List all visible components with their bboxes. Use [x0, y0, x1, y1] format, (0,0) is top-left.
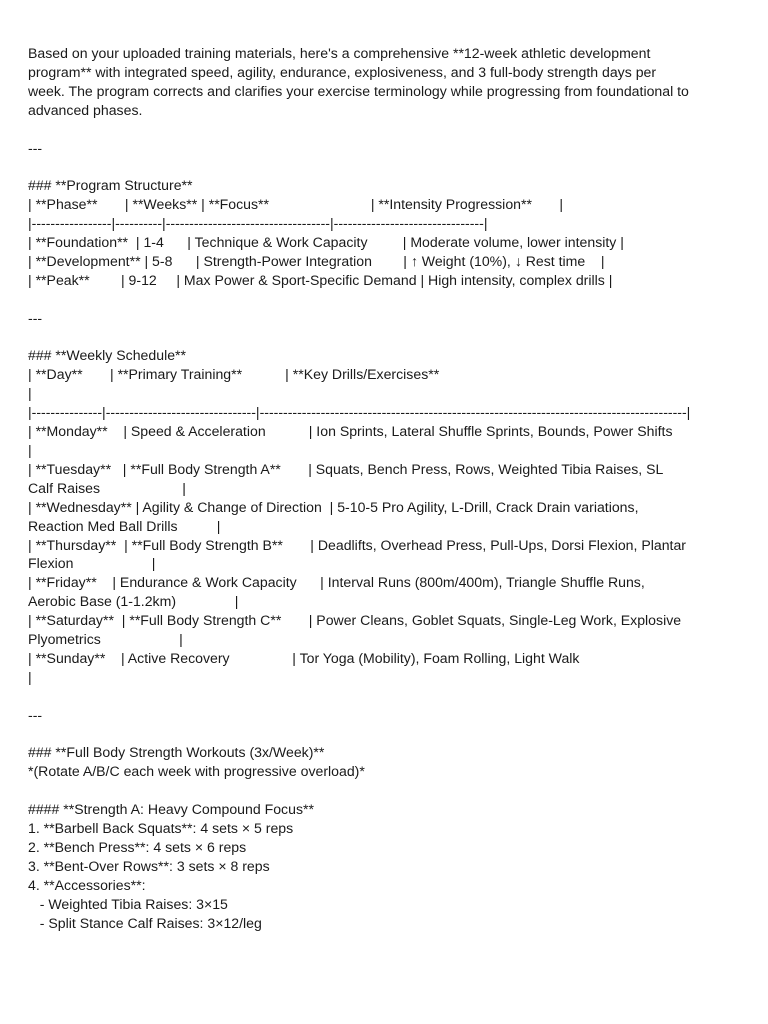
schedule-row-sunday: | **Sunday** | Active Recovery | Tor Yoga (Mobility), Foam Rolling, Light Walk: [28, 649, 580, 666]
schedule-row-sunday-cont: |: [28, 668, 32, 685]
weekly-schedule-section: [28, 346, 743, 686]
program-structure-section: [28, 176, 743, 289]
schedule-row-monday: | **Monday** | Speed & Acceleration | Ion Sprints, Lateral Shuffle Sprints, Bounds, Power Shifts: [28, 423, 673, 440]
intro-line: advanced phases.: [28, 101, 143, 118]
document-body: [28, 44, 743, 932]
divider: ---: [28, 706, 43, 723]
schedule-row-tuesday: | **Tuesday** | **Full Body Strength A** | Squats, Bench Press, Rows, Weighted Tibia Raises, SL: [28, 460, 664, 477]
list-subitem: - Split Stance Calf Raises: 3×12/leg: [28, 914, 262, 931]
strength-workouts-section: [28, 743, 743, 932]
list-item: 4. **Accessories**:: [28, 876, 146, 893]
schedule-row-friday: | **Friday** | Endurance & Work Capacity | Interval Runs (800m/400m), Triangle Shuffle Runs,: [28, 574, 645, 591]
table-row: | **Development** | 5-8 | Strength-Power Integration | ↑ Weight (10%), ↓ Rest time |: [28, 252, 605, 269]
schedule-row-thursday: | **Thursday** | **Full Body Strength B** | Deadlifts, Overhead Press, Pull-Ups, Dorsi Flexion, Plantar: [28, 536, 687, 553]
intro-line: week. The program corrects and clarifies your exercise terminology while progressing from foundational to: [28, 82, 689, 99]
table-separator-row: |---------------|--------------------------------|-------------------------------------------------------------------------------------------|: [28, 404, 691, 421]
table-separator-row: |-----------------|----------|-----------------------------------|--------------------------------|: [28, 215, 488, 232]
intro-paragraph: [28, 44, 743, 120]
table-row: | **Peak** | 9-12 | Max Power & Sport-Specific Demand | High intensity, complex drills |: [28, 271, 613, 288]
schedule-row-saturday: | **Saturday** | **Full Body Strength C** | Power Cleans, Goblet Squats, Single-Leg Work, Explosive: [28, 612, 682, 629]
intro-line: program** with integrated speed, agility, endurance, explosiveness, and 3 full-body strength days per: [28, 63, 657, 80]
subsection-heading: #### **Strength A: Heavy Compound Focus**: [28, 801, 314, 818]
schedule-row-saturday-cont: Plyometrics |: [28, 631, 183, 648]
section-note: *(Rotate A/B/C each week with progressive overload)*: [28, 763, 365, 780]
schedule-row-wednesday-cont: Reaction Med Ball Drills |: [28, 517, 221, 534]
schedule-row-monday-cont: |: [28, 441, 32, 458]
divider: ---: [28, 139, 43, 156]
list-item: 3. **Bent-Over Rows**: 3 sets × 8 reps: [28, 857, 270, 874]
table-row: | **Foundation** | 1-4 | Technique & Work Capacity | Moderate volume, lower intensity |: [28, 234, 624, 251]
list-item: 1. **Barbell Back Squats**: 4 sets × 5 reps: [28, 820, 294, 837]
section-heading: ### **Full Body Strength Workouts (3x/Week)**: [28, 744, 325, 761]
section-heading: ### **Program Structure**: [28, 177, 193, 194]
divider: ---: [28, 309, 43, 326]
table-header-row: | **Day** | **Primary Training** | **Key Drills/Exercises**: [28, 366, 440, 383]
section-heading: ### **Weekly Schedule**: [28, 347, 187, 364]
schedule-row-thursday-cont: Flexion |: [28, 555, 156, 572]
table-header-row-end: |: [28, 385, 32, 402]
schedule-row-friday-cont: Aerobic Base (1-1.2km) |: [28, 593, 239, 610]
list-subitem: - Weighted Tibia Raises: 3×15: [28, 895, 228, 912]
intro-line: Based on your uploaded training materials, here's a comprehensive **12-week athletic development: [28, 45, 651, 61]
table-header-row: | **Phase** | **Weeks** | **Focus** | **Intensity Progression** |: [28, 196, 564, 213]
schedule-row-wednesday: | **Wednesday** | Agility & Change of Direction | 5-10-5 Pro Agility, L-Drill, Crack Drain variations,: [28, 498, 639, 515]
list-item: 2. **Bench Press**: 4 sets × 6 reps: [28, 838, 247, 855]
schedule-row-tuesday-cont: Calf Raises |: [28, 479, 186, 496]
